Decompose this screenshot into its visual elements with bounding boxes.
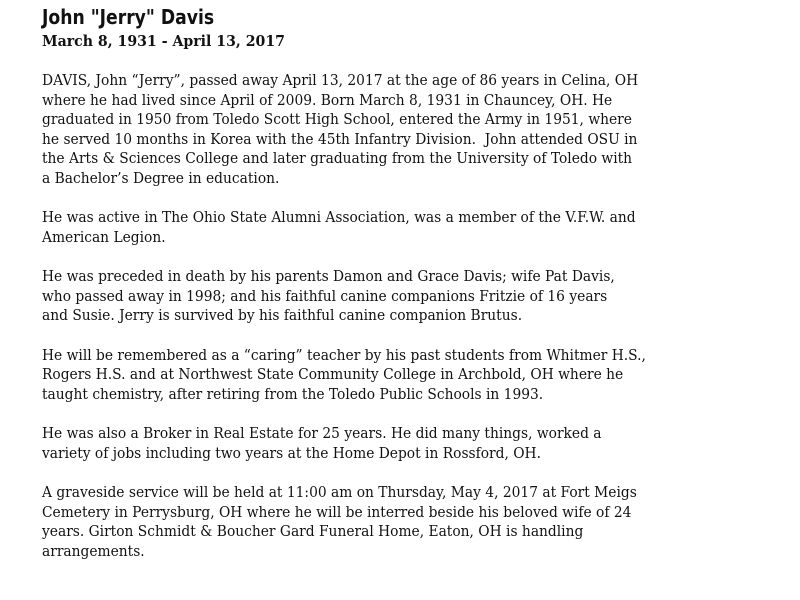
paragraph-line: and Susie. Jerry is survived by his faithful canine companion Brutus.: [42, 306, 523, 324]
paragraph-line: graduated in 1950 from Toledo Scott High School, entered the Army in 1951, where: [42, 110, 632, 128]
paragraph-line: where he had lived since April of 2009. Born March 8, 1931 in Chauncey, OH. He: [42, 90, 613, 109]
paragraph-line: the Arts & Sciences College and later graduating from the University of Toledo with: [42, 149, 633, 167]
paragraph-line: years. Girton Schmidt & Boucher Gard Funeral Home, Eaton, OH is handling: [42, 522, 584, 540]
paragraph-line: He was active in The Ohio State Alumni Association, was a member of the V.F.W. and: [42, 208, 636, 226]
paragraph-memberships: [42, 208, 723, 247]
paragraph-career: [42, 424, 723, 463]
paragraph-line: variety of jobs including two years at the Home Depot in Rossford, OH.: [42, 443, 541, 462]
paragraph-death-notice: [42, 71, 723, 188]
paragraph-line: He will be remembered as a “caring” teacher by his past students from Whitmer H.S.,: [42, 345, 646, 364]
obituary-body: [42, 71, 723, 581]
obituary-title: John "Jerry" Davis: [42, 5, 215, 29]
paragraph-line: he served 10 months in Korea with the 45th Infantry Division. John attended OSU in: [42, 129, 638, 148]
paragraph-line: who passed away in 1998; and his faithful canine companions Fritzie of 16 years: [42, 286, 608, 305]
paragraph-line: Rogers H.S. and at Northwest State Community College in Archbold, OH where he: [42, 365, 624, 383]
paragraph-line: taught chemistry, after retiring from the Toledo Public Schools in 1993.: [42, 384, 544, 403]
paragraph-teaching: [42, 346, 723, 405]
paragraph-line: A graveside service will be held at 11:00 am on Thursday, May 4, 2017 at Fort Meigs: [42, 483, 637, 501]
paragraph-line: DAVIS, John “Jerry”, passed away April 13, 2017 at the age of 86 years in Celina, OH: [42, 71, 639, 89]
paragraph-line: He was also a Broker in Real Estate for 25 years. He did many things, worked a: [42, 424, 602, 442]
paragraph-family: [42, 267, 723, 326]
paragraph-line: arrangements.: [42, 541, 145, 560]
paragraph-line: He was preceded in death by his parents Damon and Grace Davis; wife Pat Davis,: [42, 267, 615, 285]
paragraph-service: [42, 483, 723, 561]
paragraph-line: American Legion.: [42, 227, 166, 246]
paragraph-line: Cemetery in Perrysburg, OH where he will be interred beside his beloved wife of 24: [42, 502, 632, 521]
obituary-dates: March 8, 1931 - April 13, 2017: [42, 32, 286, 50]
paragraph-line: a Bachelor’s Degree in education.: [42, 168, 280, 187]
